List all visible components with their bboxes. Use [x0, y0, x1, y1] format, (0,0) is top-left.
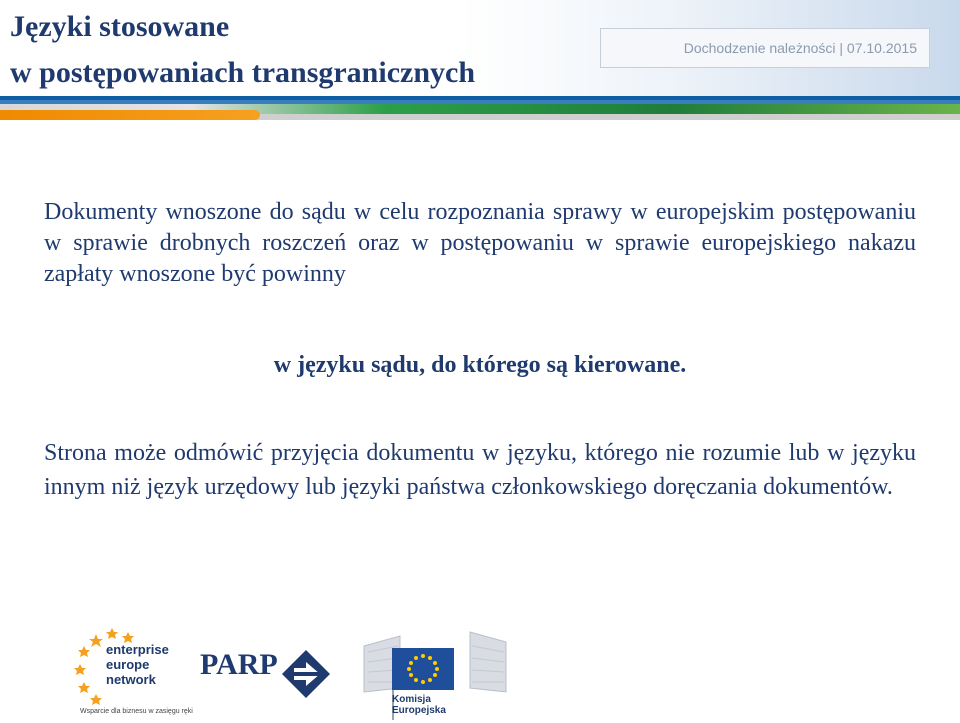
date-label-box [600, 28, 930, 68]
parp-diamond-icon [280, 648, 332, 700]
een-line-3: network [106, 672, 156, 687]
een-line-1: enterprise [106, 642, 169, 657]
paragraph-refusal: Strona może odmówić przyjęcia dokumentu w języku, którego nie rozumie lub w języku innym niż język urzędowy lub języki państwa członkowskiego doręczania dokumentów. [44, 440, 916, 500]
paragraph-documents: Dokumenty wnoszone do sądu w celu rozpoznania sprawy w europejskim postępowaniu w sprawie drobnych roszczeń oraz w postępowaniu w sprawie europejskiego nakazu zapłaty wnoszone być powinny [44, 199, 916, 287]
een-tagline: Wsparcie dla biznesu w zasięgu ręki [80, 708, 193, 715]
enterprise-europe-network-logo [70, 622, 193, 718]
header-stripe-gray [200, 114, 960, 120]
ec-line-2: Europejska [392, 705, 446, 716]
date-label: Dochodzenie należności | 07.10.2015 [683, 40, 917, 56]
title-line-1: Języki stosowane [10, 10, 230, 43]
ec-wordmark [392, 694, 446, 716]
ec-line-1: Komisja [392, 694, 431, 705]
een-line-2: europe [106, 657, 150, 672]
parp-wordmark: PARP [200, 648, 278, 681]
header-stripe-orange [0, 110, 260, 120]
footer-logos [0, 612, 960, 720]
title-line-2: w postępowaniach transgranicznych [10, 56, 476, 89]
slide-title [10, 4, 475, 96]
een-wordmark [106, 642, 169, 687]
slide-header [0, 0, 960, 128]
paragraph-court-language: w języku sądu, do którego są kierowane. [273, 352, 687, 378]
